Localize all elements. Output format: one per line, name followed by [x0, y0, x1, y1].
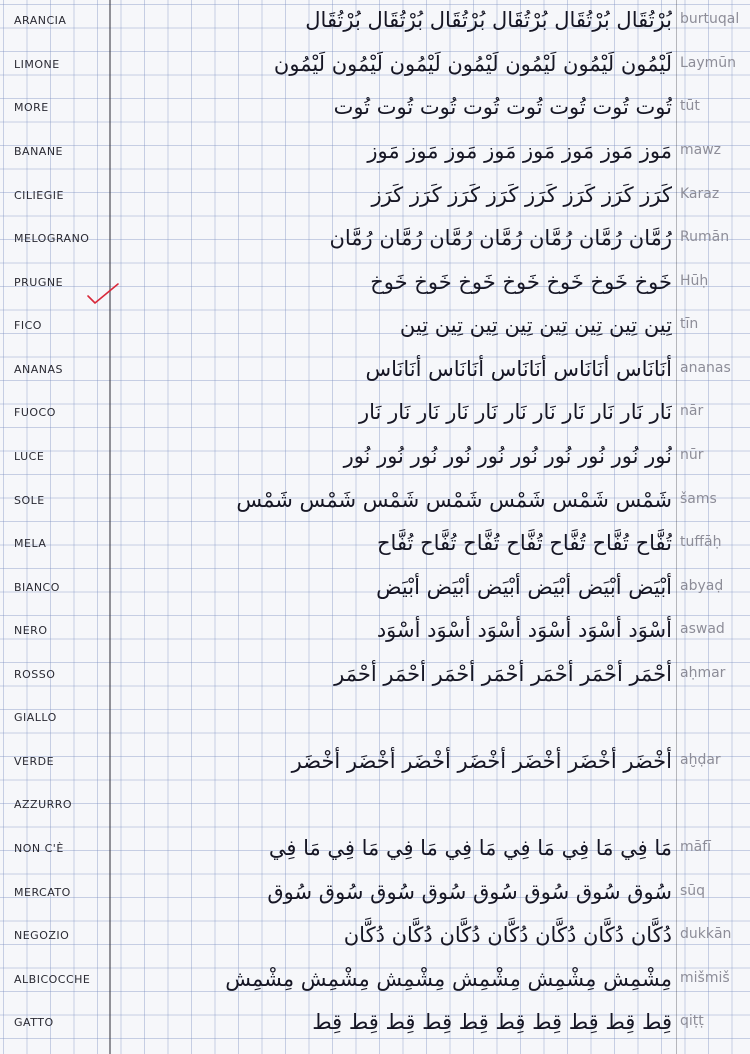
arabic-practice: أخْضَر أخْضَر أخْضَر أخْضَر أخْضَر أخْضَر أخْضَر [291, 749, 672, 773]
vocab-row [0, 177, 750, 221]
italian-word: CILIEGIE [14, 189, 64, 202]
vocab-row [0, 917, 750, 961]
arabic-practice: أبْيَض أبْيَض أبْيَض أبْيَض أبْيَض أبْيَض [376, 575, 672, 599]
italian-word: LIMONE [14, 58, 60, 71]
arabic-practice: أسْوَد أسْوَد أسْوَد أسْوَد أسْوَد أسْوَد [376, 618, 672, 642]
transliteration: ananas [680, 360, 731, 376]
vocab-row [0, 133, 750, 177]
italian-word: MELOGRANO [14, 232, 90, 245]
italian-word: ROSSO [14, 668, 56, 681]
transliteration: aswad [680, 621, 725, 637]
arabic-practice: مِشْمِش مِشْمِش مِشْمِش مِشْمِش مِشْمِش مِشْمِش [225, 967, 672, 991]
arabic-practice: نَار نَار نَار نَار نَار نَار نَار نَار نَار نَار نَار [359, 400, 672, 424]
transliteration: māfī [680, 839, 712, 855]
italian-word: BANANE [14, 145, 64, 158]
transliteration: qiṭṭ [680, 1013, 704, 1029]
transliteration: mišmiš [680, 970, 730, 986]
italian-word: FUOCO [14, 406, 56, 419]
vocab-row [0, 482, 750, 526]
arabic-practice: تِين تِين تِين تِين تِين تِين تِين تِين [399, 313, 672, 337]
vocab-row [0, 438, 750, 482]
vocab-row [0, 830, 750, 874]
transliteration: tuffāḥ [680, 534, 722, 550]
arabic-practice: بُرْتُقَال بُرْتُقَال بُرْتُقَال بُرْتُقَال بُرْتُقَال بُرْتُقَال [305, 8, 672, 32]
transliteration: Rumān [680, 229, 730, 245]
italian-word: AZZURRO [14, 798, 73, 811]
italian-word: NEGOZIO [14, 929, 70, 942]
italian-word: MELA [14, 537, 47, 550]
vocab-row [0, 874, 750, 918]
transliteration: nār [680, 403, 704, 419]
arabic-practice: سُوق سُوق سُوق سُوق سُوق سُوق سُوق سُوق [267, 880, 672, 904]
transliteration: dukkān [680, 926, 732, 942]
arabic-practice: مَا فِي مَا فِي مَا فِي مَا فِي مَا فِي مَا فِي مَا فِي [268, 836, 672, 860]
vocab-row [0, 394, 750, 438]
arabic-practice: قِط قِط قِط قِط قِط قِط قِط قِط قِط قِط [312, 1010, 672, 1034]
vocab-row [0, 1004, 750, 1048]
transliteration: Karaz [680, 186, 720, 202]
vocab-row [0, 743, 750, 787]
vocab-row [0, 656, 750, 700]
vocab-row [0, 569, 750, 613]
arabic-practice: مَوز مَوز مَوز مَوز مَوز مَوز مَوز مَوز [367, 139, 672, 163]
arabic-practice: نُور نُور نُور نُور نُور نُور نُور نُور نُور نُور [343, 444, 672, 468]
vocab-row [0, 525, 750, 569]
transliteration: šams [680, 491, 717, 507]
italian-word: ARANCIA [14, 14, 67, 27]
vocab-row [0, 89, 750, 133]
vocab-row [0, 351, 750, 395]
red-check-mark-icon [86, 282, 120, 306]
italian-word: NERO [14, 624, 48, 637]
transliteration: mawz [680, 142, 722, 158]
vocab-row [0, 612, 750, 656]
arabic-practice: شَمْس شَمْس شَمْس شَمْس شَمْس شَمْس شَمْس [236, 488, 672, 512]
italian-word: VERDE [14, 755, 55, 768]
vocab-row [0, 46, 750, 90]
arabic-practice: لَيْمُون لَيْمُون لَيْمُون لَيْمُون لَيْمُون لَيْمُون لَيْمُون [273, 52, 672, 76]
transliteration: aḫḍar [680, 752, 721, 768]
vocab-row [0, 220, 750, 264]
arabic-practice: خَوخ خَوخ خَوخ خَوخ خَوخ خَوخ خَوخ [370, 270, 672, 294]
italian-word: ANANAS [14, 363, 64, 376]
vocab-row [0, 2, 750, 46]
arabic-practice: تُفَّاح تُفَّاح تُفَّاح تُفَّاح تُفَّاح تُفَّاح تُفَّاح [376, 531, 672, 555]
italian-word: NON C'È [14, 842, 64, 855]
transliteration: sūq [680, 883, 706, 899]
italian-word: ALBICOCCHE [14, 973, 91, 986]
italian-word: PRUGNE [14, 276, 64, 289]
italian-word: BIANCO [14, 581, 60, 594]
italian-word: GATTO [14, 1016, 54, 1029]
italian-word: MERCATO [14, 886, 71, 899]
arabic-practice: دُكَّان دُكَّان دُكَّان دُكَّان دُكَّان دُكَّان دُكَّان [343, 923, 672, 947]
transliteration: Laymūn [680, 55, 737, 71]
transliteration: aḥmar [680, 665, 726, 681]
arabic-practice: رُمَّان رُمَّان رُمَّان رُمَّان رُمَّان رُمَّان رُمَّان [329, 226, 672, 250]
italian-word: MORE [14, 101, 49, 114]
transliteration: nūr [680, 447, 704, 463]
transliteration: Hūḥ [680, 273, 709, 289]
italian-word: SOLE [14, 494, 45, 507]
italian-word: LUCE [14, 450, 45, 463]
arabic-practice: كَرَز كَرَز كَرَز كَرَز كَرَز كَرَز كَرَز كَرَز [371, 183, 672, 207]
arabic-practice: تُوت تُوت تُوت تُوت تُوت تُوت تُوت تُوت [333, 95, 672, 119]
transliteration: tūt [680, 98, 700, 114]
vocab-row [0, 786, 750, 830]
vocab-row [0, 307, 750, 351]
arabic-practice: أنَانَاس أنَانَاس أنَانَاس أنَانَاس أنَانَاس [365, 357, 672, 381]
italian-word: FICO [14, 319, 42, 332]
transliteration: tīn [680, 316, 699, 332]
vocab-row [0, 961, 750, 1005]
vocab-row [0, 699, 750, 743]
transliteration: burtuqal [680, 11, 740, 27]
italian-word: GIALLO [14, 711, 57, 724]
transliteration: abyaḍ [680, 578, 724, 594]
arabic-practice: أحْمَر أحْمَر أحْمَر أحْمَر أحْمَر أحْمَر أحْمَر [334, 662, 672, 686]
